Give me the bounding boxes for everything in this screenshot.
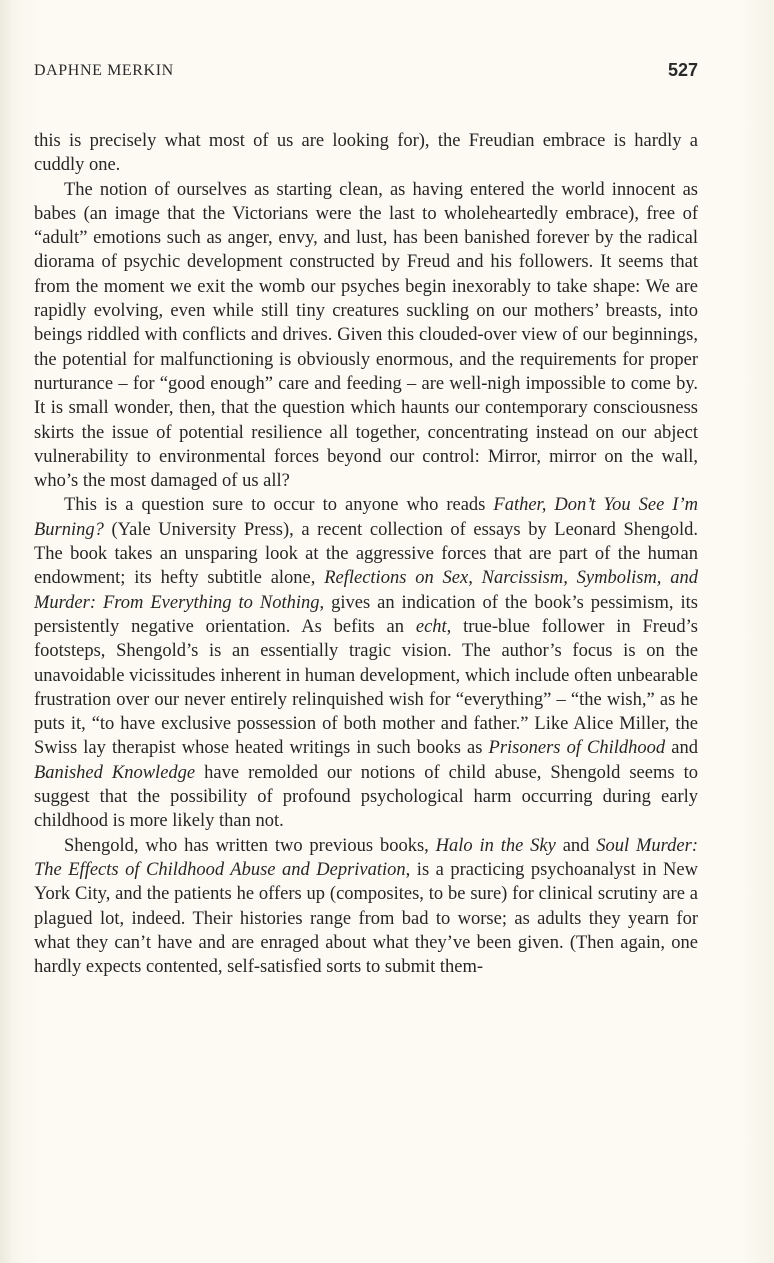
italic-title-text: Banished Knowledge: [34, 762, 196, 783]
text-run: and: [555, 835, 597, 856]
text-run: and: [665, 738, 698, 759]
italic-title-text: Father, Don’t You See I’m Burning?: [34, 495, 698, 540]
running-head: [34, 62, 698, 86]
italic-title-text: Prisoners of Childhood: [488, 738, 666, 759]
text-run: , true-blue follower in Freud’s footsteps, Shengold’s is an essentially tragic vision. The author’s focus is on the unavoidable vicissitudes inherent in human development, which include often unbearable frustration over our never entirely relinquished wish for “everything” – “the wish,” as he puts it, “to have exclusive possession of both mother and father.” Like Alice Miller, the Swiss lay therapist whose heated writings in such books as: [34, 616, 698, 759]
paragraph-1: [34, 129, 698, 178]
italic-title-text: Reflections on Sex, Narcissism, Symbolism, and Murder: From Everything to Nothing: [34, 568, 698, 613]
text-run: Shengold, who has written two previous books,: [64, 835, 436, 856]
text-run: The notion of ourselves as starting clean, as having entered the world innocent as babes (an image that the Victorians were the last to wholeheartedly embrace), free of “adult” emotions such as anger, envy, and lust, has been banished forever by the radical diorama of psychic development constructed by Freud and his followers. It seems that from the moment we exit the womb our psyches begin inexorably to take shape: We are rapidly evolving, even while still tiny creatures suckling on our mothers’ breasts, into beings riddled with conflicts and drives. Given this clouded-over view of our beginnings, the potential for malfunctioning is obviously enormous, and the requirements for proper nurturance – for “good enough” care and feeding – are well-nigh impossible to come by. It is small wonder, then, that the question which haunts our contemporary consciousness skirts the issue of potential resilience all together, concentrating instead on our abject vulnerability to environmental forces beyond our control: Mirror, mirror on the wall, who’s the most damaged of us all?: [34, 179, 698, 492]
paragraph-4: [34, 834, 698, 980]
italic-title-text: Soul Murder: The Effects of Childhood Abuse and Deprivation: [34, 835, 698, 880]
text-run: this is precisely what most of us are looking for), the Freudian embrace is hardly a cuddly one.: [34, 131, 698, 176]
text-run: have remolded our notions of child abuse, Shengold seems to suggest that the possibility of profound psychological harm occurring during early childhood is more likely than not.: [34, 762, 698, 832]
page-number: 527: [667, 60, 698, 80]
text-run: This is a question sure to occur to anyone who reads: [64, 495, 494, 516]
italic-title-text: Halo in the Sky: [435, 835, 556, 856]
running-head-author: DAPHNE MERKIN: [34, 62, 174, 79]
paragraph-2: [34, 178, 698, 494]
body-text: [34, 129, 698, 979]
italic-title-text: echt: [415, 616, 447, 637]
text-run: , is a practicing psychoanalyst in New York City, and the patients he offers up (composites, to be sure) for clinical scrutiny are a plagued lot, indeed. Their histories range from bad to worse; as adults they yearn for what they can’t have and are enraged about what they’ve been given. (Then again, one hardly expects contented, self-satisfied sorts to submit them-: [34, 859, 698, 978]
paragraph-3: [34, 493, 698, 833]
text-run: (Yale University Press), a recent collection of essays by Leonard Shengold. The book takes an unsparing look at the aggressive forces that are part of the human endowment; its hefty subtitle alone,: [34, 519, 698, 589]
text-run: , gives an indication of the book’s pessimism, its persistently negative orientation. As befits an: [34, 592, 698, 637]
